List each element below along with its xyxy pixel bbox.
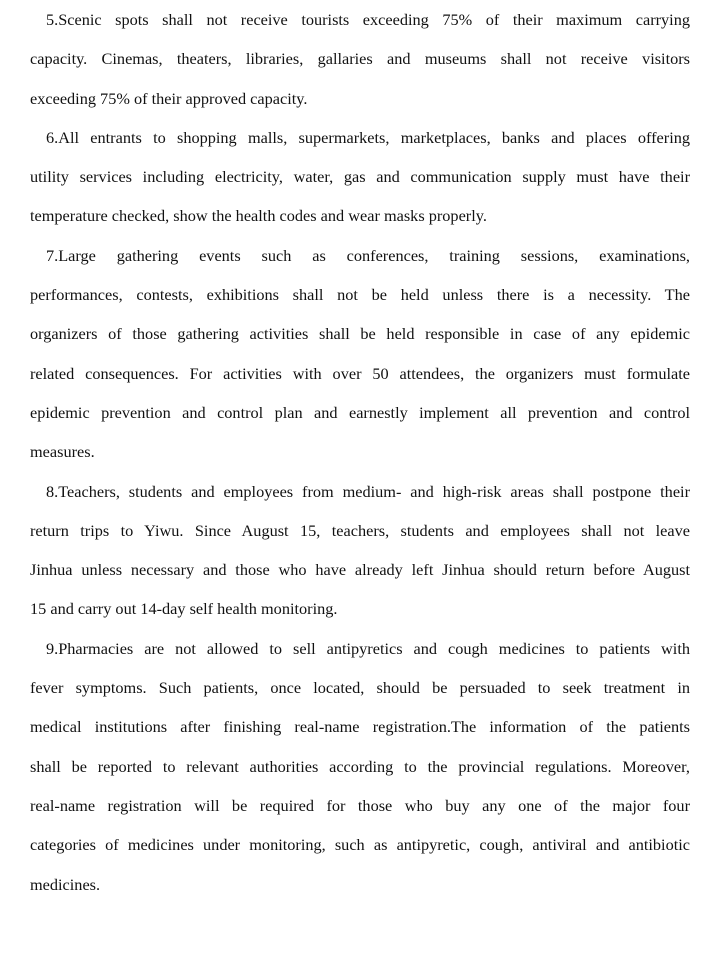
text-line: shall be reported to relevant authorities according to the provincial regulations. Moreover,: [30, 756, 690, 776]
document-page: [30, 0, 690, 904]
text-line: 9.Pharmacies are not allowed to sell antipyretics and cough medicines to patients with: [46, 638, 690, 658]
text-line: fever symptoms. Such patients, once located, should be persuaded to seek treatment in: [30, 678, 690, 698]
paragraph-6-entrants: [30, 118, 690, 236]
text-line: return trips to Yiwu. Since August 15, teachers, students and employees shall not leave: [30, 520, 690, 540]
paragraph-7-gathering-events: [30, 236, 690, 472]
text-line: 15 and carry out 14-day self health monitoring.: [30, 599, 338, 619]
text-line: epidemic prevention and control plan and earnestly implement all prevention and control: [30, 402, 690, 422]
text-line: 6.All entrants to shopping malls, supermarkets, marketplaces, banks and places offering: [46, 127, 690, 147]
text-line: Jinhua unless necessary and those who have already left Jinhua should return before August: [30, 560, 690, 580]
paragraph-5-scenic-spots: [30, 0, 690, 118]
text-line: capacity. Cinemas, theaters, libraries, gallaries and museums shall not receive visitors: [30, 49, 690, 69]
text-line: real-name registration will be required for those who buy any one of the major four: [30, 795, 690, 815]
text-line: medicines.: [30, 874, 101, 894]
text-line: temperature checked, show the health codes and wear masks properly.: [30, 206, 487, 226]
text-line: measures.: [30, 442, 95, 462]
text-line: medical institutions after finishing real-name registration.The information of the patients: [30, 717, 690, 737]
text-line: related consequences. For activities with over 50 attendees, the organizers must formulate: [30, 363, 690, 383]
paragraph-8-teachers-students: [30, 472, 690, 629]
text-line: 8.Teachers, students and employees from medium- and high-risk areas shall postpone their: [46, 481, 690, 501]
text-line: exceeding 75% of their approved capacity.: [30, 88, 308, 108]
text-line: organizers of those gathering activities shall be held responsible in case of any epidemic: [30, 324, 690, 344]
text-line: performances, contests, exhibitions shall not be held unless there is a necessity. The: [30, 285, 690, 305]
text-line: 5.Scenic spots shall not receive tourists exceeding 75% of their maximum carrying: [46, 10, 690, 29]
text-line: 7.Large gathering events such as conferences, training sessions, examinations,: [46, 245, 690, 265]
text-line: utility services including electricity, water, gas and communication supply must have their: [30, 167, 690, 187]
paragraph-9-pharmacies: [30, 629, 690, 904]
text-line: categories of medicines under monitoring, such as antipyretic, cough, antiviral and antibiotic: [30, 835, 690, 855]
